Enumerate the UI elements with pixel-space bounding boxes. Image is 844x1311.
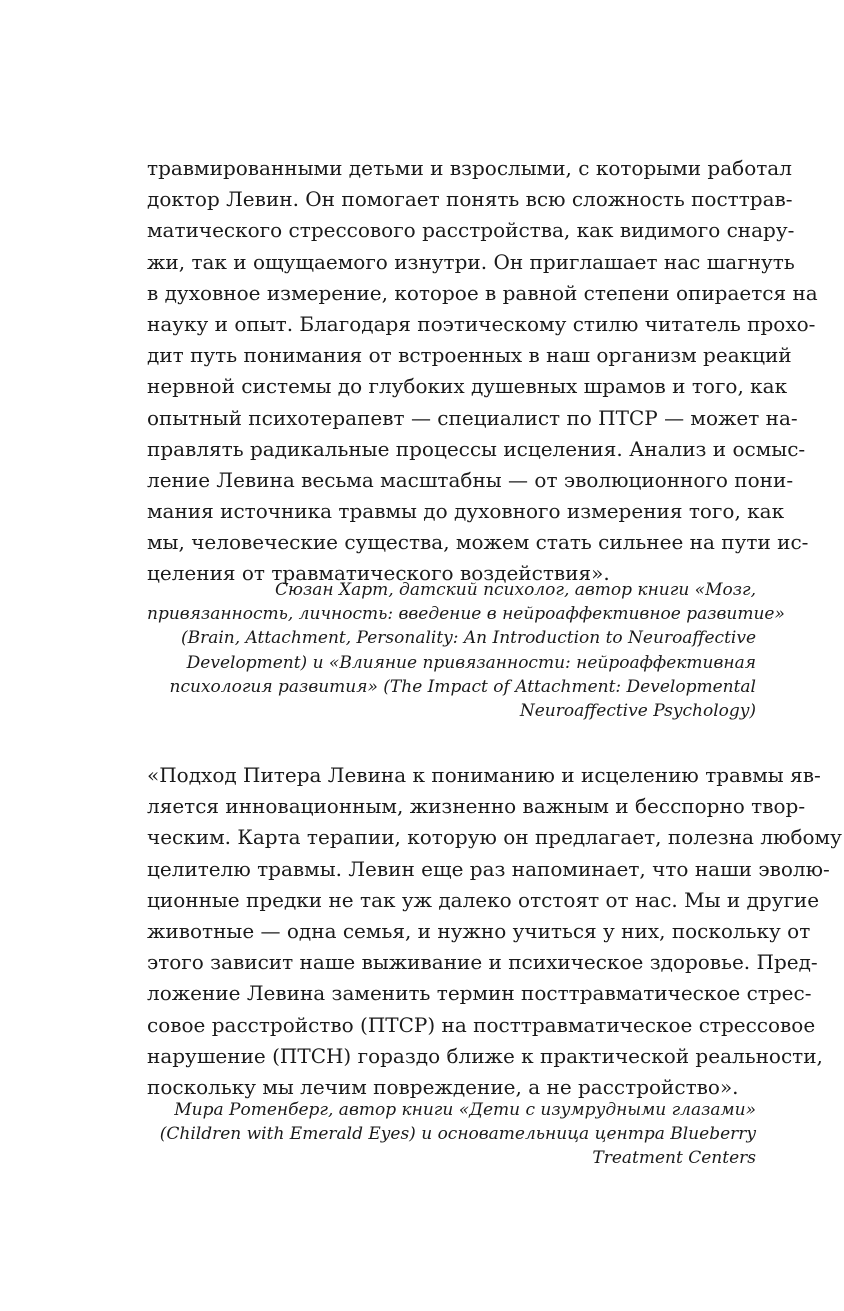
text-line: науку и опыт. Благодаря поэтическому стилю читатель прохо- [147,311,816,336]
text-line: этого зависит наше выживание и психическое здоровье. Пред- [147,950,818,975]
review-paragraph-1 [147,153,818,590]
text-line: поскольку мы лечим повреждение, а не расстройство». [147,1074,739,1099]
text-line: мания источника травмы до духовного измерения того, как [147,499,785,524]
attribution-line: психология развития» (The Impact of Attachment: Developmental [169,676,756,697]
text-line: правлять радикальные процессы исцеления. Анализ и осмыс- [147,436,806,461]
text-line: ление Левина весьма масштабны — от эволюционного пони- [147,467,794,492]
attribution-line: Мира Ротенберг, автор книги «Дети с изумрудными глазами» [174,1100,756,1120]
text-line: целителю травмы. Левин еще раз напоминает, что наши эволю- [147,856,830,881]
review-paragraph-2 [147,760,842,1103]
text-line: ложение Левина заменить термин посттравматическое стрес- [147,981,812,1006]
text-line: ческим. Карта терапии, которую он предлагает, полезна любому [147,825,842,850]
text-line: совое расстройство (ПТСР) на посттравматическое стрессовое [147,1012,816,1037]
text-line: в духовное измерение, которое в равной степени опирается на [147,280,818,305]
attribution-line: Сюзан Харт, датский психолог, автор книги «Мозг, [275,580,756,600]
text-line: целения от травматического воздействия». [147,561,610,586]
text-line: ляется инновационным, жизненно важным и бесспорно твор- [147,794,806,819]
text-line: ционные предки не так уж далеко отстоят от нас. Мы и другие [147,887,820,912]
attribution-line: привязанность, личность: введение в нейроаффективное развитие» [147,604,785,625]
attribution-line: (Brain, Attachment, Personality: An Introduction to Neuroaffective [180,628,756,649]
attribution-line: Development) и «Влияние привязанности: нейроаффективная [186,652,756,673]
text-line: мы, человеческие существа, можем стать сильнее на пути ис- [147,530,809,555]
text-line: дит путь понимания от встроенных в наш организм реакций [147,343,792,368]
text-line: доктор Левин. Он помогает понять всю сложность посттрав- [147,187,793,212]
text-line: нарушение (ПТСН) гораздо ближе к практической реальности, [147,1043,823,1068]
text-line: травмированными детьми и взрослыми, с которыми работал [147,156,792,180]
text-line: опытный психотерапевт — специалист по ПТСР — может на- [147,405,798,430]
attribution-line: Neuroaffective Psychology) [519,701,756,722]
text-line: «Подход Питера Левина к пониманию и исцелению травмы яв- [147,763,821,787]
text-line: нервной системы до глубоких душевных шрамов и того, как [147,374,788,399]
text-line: жи, так и ощущаемого изнутри. Он приглашает нас шагнуть [147,249,795,274]
attribution-susan-hart [147,578,785,723]
attribution-line: Treatment Centers [592,1148,756,1169]
attribution-line: (Children with Emerald Eyes) и основательница центра Blueberry [159,1124,756,1145]
attribution-mira-rothenberg [147,1098,756,1171]
text-line: матического стрессового расстройства, как видимого снару- [147,218,795,243]
text-line: животные — одна семья, и нужно учиться у них, поскольку от [147,918,811,943]
